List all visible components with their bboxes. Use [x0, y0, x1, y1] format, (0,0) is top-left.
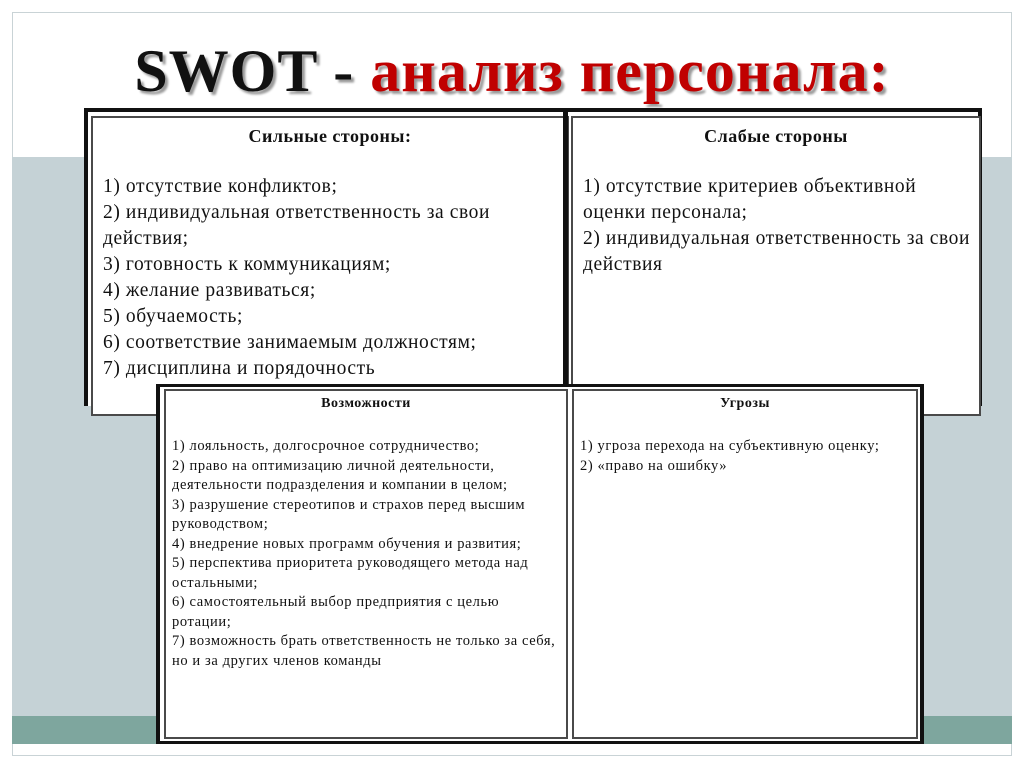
- weaknesses-heading: Слабые стороны: [704, 126, 848, 146]
- threats-item: 2) «право на ошибку»: [580, 457, 728, 474]
- weaknesses-item: 1) отсутствие критериев объективной оценки персонала;: [583, 176, 917, 223]
- weaknesses-cell: [571, 116, 981, 416]
- strengths-list: [103, 174, 543, 382]
- threats-heading: Угрозы: [720, 396, 770, 411]
- opportunities-item: 3) разрушение стереотипов и страхов перед высшим руководством;: [172, 496, 526, 532]
- strengths-item: 1) отсутствие конфликтов;: [103, 176, 338, 197]
- swot-top-table: [84, 108, 982, 406]
- opportunities-cell: [164, 389, 568, 739]
- slide-title-part2: анализ персонала:: [370, 38, 890, 104]
- swot-bottom-table: [156, 384, 924, 744]
- opportunities-item: 5) перспектива приоритета руководящего метода над остальными;: [172, 555, 529, 591]
- opportunities-heading: Возможности: [321, 396, 411, 411]
- opportunities-list: [172, 437, 562, 671]
- top-table-divider: [563, 108, 568, 406]
- opportunities-item: 2) право на оптимизацию личной деятельности, деятельности подразделения и компании в целом;: [172, 457, 508, 493]
- strengths-item: 3) готовность к коммуникациям;: [103, 254, 391, 275]
- weaknesses-list: [583, 174, 975, 278]
- opportunities-item: 1) лояльность, долгосрочное сотрудничество;: [172, 438, 480, 454]
- strengths-item: 5) обучаемость;: [103, 306, 243, 327]
- slide-title: [0, 32, 1024, 110]
- strengths-item: 6) соответствие занимаемым должностям;: [103, 332, 477, 353]
- strengths-item: 4) желание развиваться;: [103, 280, 316, 301]
- opportunities-item: 4) внедрение новых программ обучения и развития;: [172, 535, 522, 552]
- strengths-cell: [91, 116, 569, 416]
- strengths-heading: Сильные стороны:: [248, 126, 412, 146]
- threats-cell: [572, 389, 918, 739]
- threats-list: [580, 437, 910, 476]
- strengths-item: 7) дисциплина и порядочность: [103, 358, 376, 379]
- weaknesses-item: 2) индивидуальная ответственность за свои действия: [583, 228, 971, 275]
- opportunities-item: 7) возможность брать ответственность не только за себя, но и за других членов команды: [172, 633, 556, 669]
- threats-item: 1) угроза перехода на субъективную оценку;: [580, 438, 880, 454]
- strengths-item: 2) индивидуальная ответственность за свои действия;: [103, 202, 491, 249]
- slide-title-part1: SWOT -: [134, 38, 355, 104]
- opportunities-item: 6) самостоятельный выбор предприятия с целью ротации;: [172, 594, 500, 630]
